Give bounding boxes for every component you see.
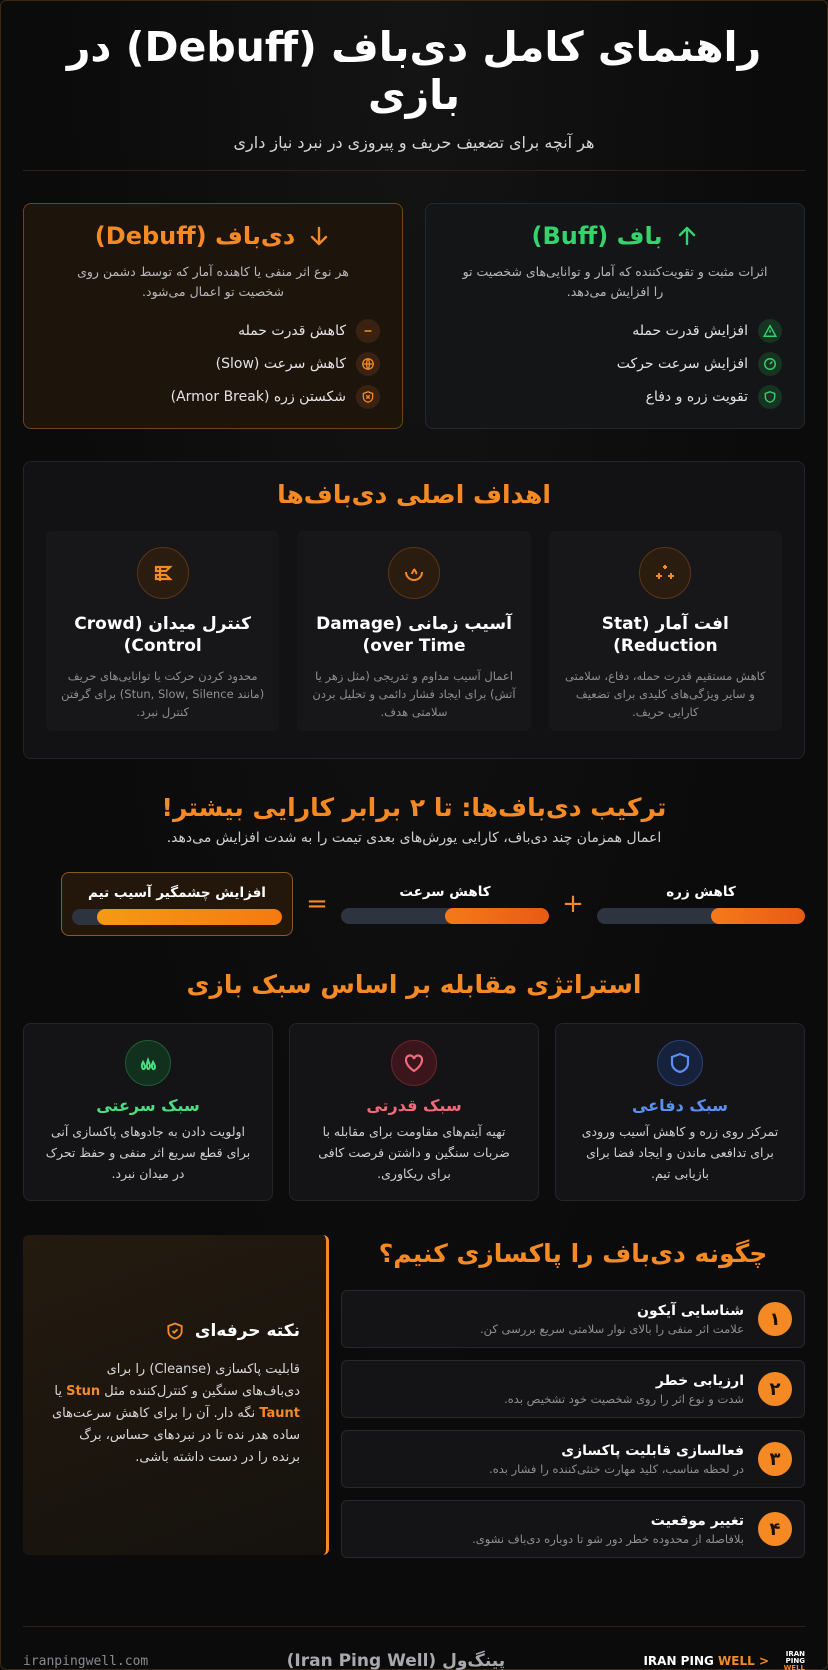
list-item xyxy=(448,380,782,413)
page-title: راهنمای کامل دی‌باف (Debuff) در بازی xyxy=(66,23,762,119)
brand-name xyxy=(643,1654,769,1668)
combo-item xyxy=(597,884,805,924)
cleanse-section xyxy=(23,1235,805,1570)
debuff-list xyxy=(46,314,380,413)
step-desc: علامت اثر منفی را بالای نوار سلامتی سریع بررسی کن. xyxy=(480,1321,744,1336)
list-item xyxy=(46,380,380,413)
step-title: فعالسازی قابلیت پاکسازی xyxy=(561,1442,744,1459)
buff-desc: اثرات مثبت و تقویت‌کننده که آمار و توانایی‌های شخصیت تو را افزایش می‌دهد. xyxy=(462,264,768,299)
combo-item xyxy=(341,884,549,924)
buff-title-text: باف (Buff) xyxy=(531,222,663,250)
combo-bar xyxy=(597,908,805,924)
step-item xyxy=(341,1360,805,1418)
buff-list xyxy=(448,314,782,413)
step-item xyxy=(341,1290,805,1348)
brand-name-a: IRAN PING xyxy=(643,1654,719,1668)
pro-tip-highlight-stun: Stun xyxy=(66,1384,101,1399)
step-item xyxy=(341,1500,805,1558)
footer-url[interactable]: iranpingwell.com xyxy=(23,1653,149,1669)
combo-item-label: کاهش زره xyxy=(666,884,736,900)
combo-row xyxy=(23,872,805,936)
step-text xyxy=(354,1443,744,1476)
debuff-title xyxy=(46,222,380,250)
debuff-title-text: دی‌باف (Debuff) xyxy=(94,222,296,250)
debuff-item-label: کاهش سرعت (Slow) xyxy=(215,355,346,372)
step-text xyxy=(354,1373,744,1406)
step-title: شناسایی آیکون xyxy=(637,1302,744,1319)
pro-tip-title xyxy=(49,1321,300,1341)
plus-sign: + xyxy=(562,889,584,919)
equals-sign: = xyxy=(306,889,328,919)
flames-icon xyxy=(125,1040,171,1086)
list-item xyxy=(46,314,380,347)
warning-triangle-icon xyxy=(758,319,782,343)
buff-item-label: تقویت زره و دفاع xyxy=(645,388,748,405)
combo-item-label: کاهش سرعت xyxy=(399,884,491,900)
combo-result xyxy=(61,872,293,936)
header xyxy=(23,1,805,152)
combo-result-label: افزایش چشمگیر آسیب تیم xyxy=(88,885,266,901)
heart-icon xyxy=(391,1040,437,1086)
pro-tip-text-a: قابلیت پاکسازی (Cleanse) را برای دی‌باف‌های سنگین و کنترل‌کننده مثل xyxy=(100,1362,300,1399)
step-text xyxy=(354,1303,744,1336)
strategy-card xyxy=(555,1023,805,1201)
step-desc: شدت و نوع اثر را روی شخصیت خود تشخیص بده. xyxy=(504,1391,744,1406)
combo-result-bar xyxy=(72,909,282,925)
traffic-control-icon xyxy=(137,547,189,599)
cleanse-title: چگونه دی‌باف را پاکسازی کنیم؟ xyxy=(378,1239,768,1268)
flame-bowl-icon xyxy=(388,547,440,599)
arrow-up-icon xyxy=(675,224,699,248)
shield-icon xyxy=(657,1040,703,1086)
list-item xyxy=(46,347,380,380)
buff-title xyxy=(448,222,782,250)
speedometer-icon xyxy=(758,352,782,376)
strategy-card-title: سبک سرعتی xyxy=(96,1096,200,1115)
step-number: ۲ xyxy=(758,1372,792,1406)
footer-brand xyxy=(643,1646,805,1670)
buff-card xyxy=(425,203,805,429)
strategy-card-desc: اولویت دادن به جادوهای پاکسازی آنی برای قطع سریع اثر منفی و حفظ تحرک در میدان نبرد. xyxy=(45,1124,251,1181)
buff-item-label: افزایش قدرت حمله xyxy=(632,322,748,339)
step-text xyxy=(354,1513,744,1546)
pro-tip-card xyxy=(23,1235,329,1555)
strategy-card xyxy=(23,1023,273,1201)
step-number: ۳ xyxy=(758,1442,792,1476)
cleanse-steps xyxy=(341,1290,805,1558)
shield-icon xyxy=(758,385,782,409)
footer xyxy=(23,1627,805,1670)
combo-title: ترکیب دی‌باف‌ها: تا ۲ برابر کارایی بیشتر! xyxy=(161,793,667,822)
arrow-down-icon xyxy=(307,224,331,248)
debuff-item-label: شکستن زره (Armor Break) xyxy=(170,388,346,405)
broken-shield-icon xyxy=(356,385,380,409)
goal-card-desc: اعمال آسیب مداوم و تدریجی (مثل زهر یا آتش) برای ایجاد فشار دائمی و تحلیل بردن سلامتی هدف. xyxy=(312,669,516,719)
buff-item-label: افزایش سرعت حرکت xyxy=(616,355,748,372)
pro-tip-text-b: یا xyxy=(54,1384,67,1399)
brand-logo xyxy=(779,1646,805,1670)
goal-card-title: افت آمار (Stat Reduction) xyxy=(601,614,729,656)
strategy-card xyxy=(289,1023,539,1201)
step-number: ۱ xyxy=(758,1302,792,1336)
strategy-title: استراتژی مقابله بر اساس سبک بازی xyxy=(186,970,642,999)
combo-bar xyxy=(341,908,549,924)
goal-card-desc: کاهش مستقیم قدرت حمله، دفاع، سلامتی و سایر ویژگی‌های کلیدی برای تضعیف کارایی حریف. xyxy=(565,669,766,719)
goal-card xyxy=(46,531,279,731)
strategy-card-desc: تهیه آیتم‌های مقاومت برای مقابله با ضربات سنگین و داشتن فرصت کافی برای ریکاوری. xyxy=(318,1124,510,1181)
debuff-desc: هر نوع اثر منفی یا کاهنده آمار که توسط دشمن روی شخصیت تو اعمال می‌شود. xyxy=(77,264,349,299)
strategy-row xyxy=(23,1023,805,1201)
combo-bar-fill xyxy=(445,908,549,924)
goal-card xyxy=(549,531,782,731)
strategy-card-title: سبک قدرتی xyxy=(366,1096,462,1115)
footer-center-text: پینگ‌ول (Iran Ping Well) xyxy=(286,1651,506,1670)
header-divider xyxy=(23,170,805,171)
logo-line: IRAN xyxy=(785,1649,805,1658)
combo-bar-fill xyxy=(711,908,805,924)
step-desc: بلافاصله از محدوده خطر دور شو تا دوباره دی‌باف نشوی. xyxy=(472,1531,744,1546)
sparkles-icon xyxy=(639,547,691,599)
pro-tip-highlight-taunt: Taunt xyxy=(259,1406,300,1421)
brand-arrow: > xyxy=(758,1654,769,1668)
logo-line: PING xyxy=(785,1656,805,1665)
step-title: ارزیابی خطر xyxy=(655,1372,744,1389)
brand-name-b: WELL xyxy=(718,1654,755,1668)
strategy-card-desc: تمرکز روی زره و کاهش آسیب ورودی برای تدافعی ماندن و ایجاد فضا برای بازیابی تیم. xyxy=(581,1124,779,1181)
shield-check-icon xyxy=(165,1321,185,1341)
goals-row xyxy=(46,531,782,731)
pro-tip-title-text: نکته حرفه‌ای xyxy=(194,1321,300,1341)
globe-icon xyxy=(356,352,380,376)
cleanse-steps-column xyxy=(341,1235,805,1570)
debuff-item-label: کاهش قدرت حمله xyxy=(238,322,346,339)
goal-card-title: کنترل میدان (Crowd Control) xyxy=(74,614,252,656)
logo-line: WELL xyxy=(783,1663,805,1670)
goals-title: اهداف اصلی دی‌باف‌ها xyxy=(277,480,551,509)
goal-card xyxy=(297,531,530,731)
step-number: ۴ xyxy=(758,1512,792,1546)
strategy-card-title: سبک دفاعی xyxy=(631,1096,729,1115)
goals-section xyxy=(23,461,805,759)
pro-tip-text xyxy=(49,1359,300,1469)
step-title: تغییر موقعیت xyxy=(650,1512,744,1529)
combo-result-bar-fill xyxy=(97,909,282,925)
goal-card-desc: محدود کردن حرکت یا توانایی‌های حریف (مانند Stun, Slow, Silence) برای گرفتن کنترل نبرد. xyxy=(61,669,265,719)
debuff-card xyxy=(23,203,403,429)
step-desc: در لحظه مناسب، کلید مهارت خنثی‌کننده را فشار بده. xyxy=(489,1461,744,1476)
pro-tip-text-c: نگه دار. آن را برای کاهش سرعت‌های ساده هدر نده تا در نبردهای حساس، برگ برنده را در دست داشته باشی. xyxy=(52,1406,300,1465)
list-item xyxy=(448,314,782,347)
goal-card-title: آسیب زمانی (Damage over Time) xyxy=(316,614,512,656)
list-item xyxy=(448,347,782,380)
minus-circle-icon xyxy=(356,319,380,343)
combo-subtitle: اعمال همزمان چند دی‌باف، کارایی یورش‌های بعدی تیمت را به شدت افزایش می‌دهد. xyxy=(166,830,662,846)
step-item xyxy=(341,1430,805,1488)
buff-debuff-row xyxy=(23,203,805,429)
page-subtitle: هر آنچه برای تضعیف حریف و پیروزی در نبرد نیاز داری xyxy=(233,133,595,152)
